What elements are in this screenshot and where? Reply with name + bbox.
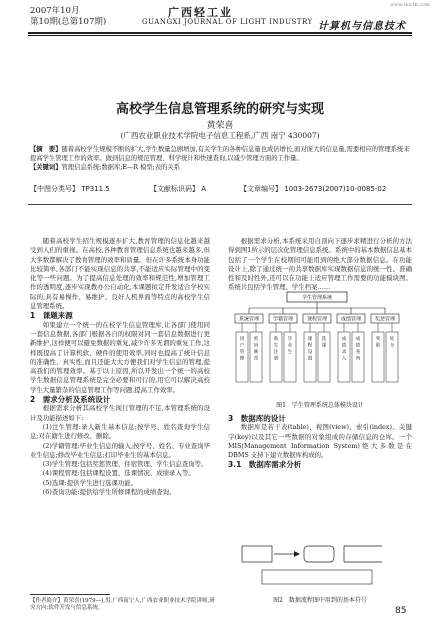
right-paragraph: 根据需求分析,本系统采用自顶向下逐步求精进行分析的方法得到图1所示的层次化管理信息系统。系统中的基本数据信息基本包括了一个学生在校期间可能用到的绝大部分数据信息。在功能设计上,除了通过统一的共享数据库实现数据信息的统一性、准确性和及时性外,还可以在功能上适应管理工作需要的功能模块图。系统共包括学生管理、学生档案…… [228, 237, 412, 292]
diagram-level2-label: 程 [307, 343, 313, 349]
diagram-level2-label: 册 [273, 356, 279, 362]
diagram-level2-label: 课 [321, 343, 327, 349]
document-code: 【文献标识码】 A [150, 185, 207, 193]
diagram-level1-label: 学籍管理 [272, 316, 294, 323]
diagram-level2-label: 奖 [375, 337, 381, 342]
requirement-item: (2)学籍管理:毕业生信息的输入;按学号、姓名、专业查询毕业生信息;修改毕业生信息;打印毕业生的基本信息。 [30, 441, 210, 459]
diagram-level2-label: 查 [355, 350, 361, 355]
datastore-symbol [344, 546, 382, 562]
left-column [30, 237, 210, 497]
section-1-text: 如果建立一个统一的在校学生信息管理库,让各部门使用同一套信息数据,各部门根据各自的权限对同一套信息数据进行更新维护,这样便可以避免数据的重复,减少许多无谓的重复工作,这样既提高了计算机软、硬件的使用效率,同时也提高了统计信息的准确性、真实性,而且还能大大方便我们对学生信息的管理,提高我们的管理效率。基于以上原因,所以开发出一个统一的高校学生数据信息管理系统是完全必要和可行的,用它可以解决高校学生大量繁杂的信息管理工作等问题,提高工作效率。 [30, 320, 210, 394]
diagram-level2-label: 改 [253, 356, 259, 362]
diagram-level2-label: 入 [341, 356, 347, 362]
issue-info [30, 6, 106, 28]
diagram-level1-label: 系统管理 [238, 316, 260, 323]
section-3-text: 数据库是若干表(table)、视图(view)、索引(index)、关键字(key)以及其它一些数据的对象组成的存储信息的仓库。一个 MIS(Management Information System)绝大多数是在 DBMS 支持下建立数据库构成的。 [228, 423, 412, 460]
diagram-level2-label: 绩 [355, 343, 361, 349]
footnote-rule [30, 594, 110, 595]
requirement-item: (5)选课:提供学生进行选课功能。 [42, 478, 138, 487]
journal-title: 广西轻工业 [168, 6, 233, 19]
author-footnote: 【作者简介】黄荣喜(1979—),男,广西南宁人,广西农业职业技术学院讲师,研究方向:软件开发与信息系统。 [30, 598, 215, 611]
diagram-level2-label: 成 [341, 337, 347, 342]
diagram-level2-label: 录 [341, 350, 347, 355]
diagram-level2-label: 新 [273, 337, 279, 342]
section-3-1-heading: 3.1 数据库需求分析 [228, 460, 302, 470]
diagram-level2-label: 毕 [287, 337, 293, 342]
clc-number: 【中图分类号】 TP311.5 [30, 185, 110, 193]
diagram-level2-label: 注 [273, 350, 279, 355]
diagram-level1-label: 成绩管理 [340, 316, 362, 323]
section-2-heading: 2 需求分析及系统设计 [30, 395, 111, 405]
watermark: www.docin.com [390, 2, 430, 8]
diagram-level2-label: 分 [389, 343, 395, 349]
diagram-level2-label: 励 [375, 343, 381, 349]
diagram-level2-label: 户 [239, 343, 245, 349]
diagram-level2-label: 成 [355, 337, 361, 342]
meta-separator [28, 204, 412, 205]
diagram-level2-label: 修 [253, 350, 259, 355]
process-symbol [304, 546, 334, 562]
requirement-item: (4)课程管理:包括课程设置、选课情况、成绩录入等。 [42, 469, 195, 478]
diagram-level1-label: 课程管理 [306, 316, 328, 323]
keywords-label: 【关键词】 [30, 164, 62, 171]
right-column-bottom [228, 414, 412, 470]
abstract-text: 随着高校学生规模不断的扩大,学生数量急剧增加,有关学生的各种信息量也成倍增长,面对庞大的信息量,需要相应的管理系统来提高学生管理工作的效率。做到信息的规范管理、科学统计和快速查询,以减少管理方面的工作量。 [30, 146, 410, 162]
diagram-level2-label: 理 [239, 356, 245, 362]
issue-number: 第10期(总第107期) [30, 17, 107, 27]
diagram-level2-label: 密 [253, 337, 259, 342]
requirement-item: (6)查询功能:提供给学生所修课程的成绩查询。 [42, 488, 176, 497]
header-rule [28, 32, 412, 34]
diagram-level2-label: 生 [273, 343, 279, 349]
page-number: 85 [395, 606, 407, 616]
requirement-item: (3)学生管理:包括奖惩管理、住宿管理、学生信息查询等。 [42, 460, 208, 469]
diagram-level2-label: 绩 [341, 343, 347, 349]
dataflow-symbols-figure [232, 540, 402, 590]
header-rule-thin [28, 35, 412, 36]
diagram-level2-label: 码 [253, 343, 259, 349]
diagram-level2-label: 业 [287, 343, 293, 349]
diagram-level2-label: 生 [287, 350, 293, 355]
diagram-level2-label: 管 [239, 350, 245, 355]
abstract-label: 【摘 要】 [30, 146, 62, 153]
paper-affiliation: (广西农业职业技术学院电子信息工程系,广西 南宁 430007) [120, 131, 320, 140]
diagram-level2-label: 课 [307, 337, 313, 342]
section-1-heading: 1 课题来源 [30, 311, 73, 321]
section-name: 计算机与信息技术 [318, 21, 406, 32]
diagram-level1-label: 奖惩管理 [374, 316, 396, 323]
article-number: 【文章编号】 1003-2673(2007)10-0085-02 [240, 185, 387, 193]
symbol-legend-box [262, 570, 372, 584]
diagram-level2-label: 用 [239, 337, 245, 342]
figure-1-caption: 图1 学生管理系统总体模块设计 [276, 402, 364, 409]
paper-author: 黄荣喜 [206, 121, 234, 131]
abstract-block [30, 145, 412, 172]
section-2-text: 根据需求分析其高校学生现行管理的不足,本管理系统的设计及功能描述如下: [30, 404, 210, 422]
arrowhead-icon [294, 551, 300, 557]
diagram-level2-label: 处 [389, 337, 395, 342]
diagram-root-label: 学生管理系统 [301, 295, 333, 301]
diagram-level2-label: 询 [355, 356, 361, 362]
intro-paragraph: 随着高校学生招生规模逐步扩大,教育管理的信息化越来越受到人们的重视。在高校,各种教育管理信息系统也越来越多,但大多数都解决了教育管理的效率和质量。但在许多系统本身功能比较简单,各部门不能实现信息的共享,不能适应实际管理中的变化等一些问题。为了提高信息处理的效率和规范性,增加管理工作的透明度,逐步实现教办公自动化,本课题拟定开发适合学校实际的,具有易操作、易维护、良好人机界面等特点的高校学生信息管理系统。 [30, 237, 210, 311]
diagram-level2-label: 选 [321, 337, 327, 342]
requirement-item: (1)注生管理:录入新生基本信息;按学号、姓名查询学生信息;对在籍生进行修改、删除。 [30, 422, 210, 441]
paper-title: 高校学生信息管理系统的研究与实现 [115, 102, 324, 117]
entity-symbol [242, 546, 272, 562]
journal-title-en: GUANGXI JOURNAL OF LIGHT INDUSTRY [142, 18, 313, 26]
section-3-heading: 3 数据库的设计 [228, 414, 286, 423]
module-diagram [232, 290, 402, 390]
keywords-text: 管理信息系统;数据库;E—R 模型;表的关系 [61, 164, 180, 171]
right-column-top [228, 237, 412, 293]
figure-2-caption: 图2 数据流程图中用到的基本符号 [273, 597, 367, 604]
diagram-level2-label: 置 [307, 356, 313, 362]
diagram-level2-label: 设 [307, 350, 313, 355]
year-month: 2007年10月 [30, 6, 80, 16]
